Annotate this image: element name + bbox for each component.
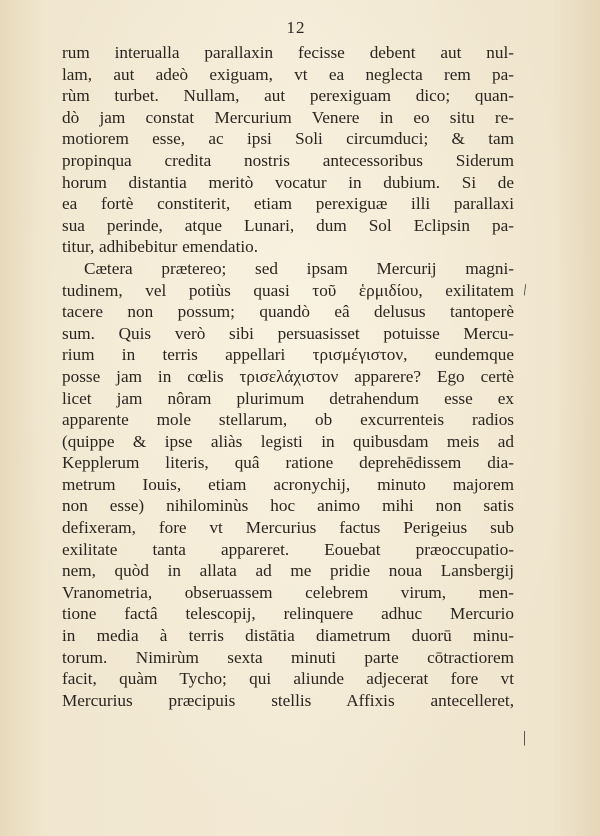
text-line: (quippe & ipse aliàs legisti in quibusdam meis ad [62, 431, 514, 451]
page-number: 12 [286, 18, 306, 37]
text-line: tudinem, vel potiùs quasi τοῦ ἑρμιδίου, exilitatem [62, 280, 514, 300]
text-line: lam, aut adeò exiguam, vt ea neglecta rem pa- [62, 64, 514, 84]
text-line: rum interualla parallaxin fecisse debent aut nul- [62, 43, 514, 62]
text-line: rùm turbet. Nullam, aut perexiguam dico; quan- [62, 86, 514, 106]
text-line: facit, quàm Tycho; qui aliunde adjecerat fore vt [62, 669, 514, 689]
text-line: motiorem esse, ac ipsi Soli circumduci; & tam [62, 129, 514, 149]
margin-mark: | [523, 729, 527, 746]
text-line: Mercurius præcipuis stellis Affixis antecelleret, [62, 690, 514, 710]
text-line: ea fortè constiterit, etiam perexiguæ illi parallaxi [62, 194, 514, 214]
text-line: exilitate tanta appareret. Eouebat præoccupatio- [62, 539, 514, 559]
text-line: torum. Nimirùm sexta minuti parte cōtractiorem [62, 647, 514, 667]
text-line: in media à terris distātia diametrum duorū minu- [62, 626, 514, 646]
text-line: defixeram, fore vt Mercurius factus Perigeius sub [62, 518, 514, 538]
text-line: rium in terris appellari τρισμέγιστον, eundemque [62, 345, 514, 365]
text-line: Vranometria, obseruassem celebrem virum, men- [62, 582, 514, 602]
text-line: horum distantia meritò vocatur in dubium. Si de [62, 172, 514, 192]
text-line: nem, quòd in allata ad me pridie noua Lansbergij [62, 561, 514, 581]
text-line: propinqua credita nostris antecessoribus Siderum [62, 150, 514, 170]
margin-mark: / [521, 281, 530, 300]
text-line: sua perinde, atque Lunari, dum Sol Eclipsin pa- [62, 215, 514, 235]
text-line: sum. Quis verò sibi persuasisset potuisse Mercu- [62, 323, 514, 343]
text-line: Kepplerum literis, quâ ratione deprehēdissem dia- [62, 453, 514, 473]
text-line: posse jam in cœlis τρισελάχιστον apparere? Ego certè [62, 366, 514, 386]
body-text [62, 42, 514, 711]
text-line: metrum Iouis, etiam acronychij, minuto majorem [62, 474, 514, 494]
text-line: tacere non possum; quandò eâ delusus tantoperè [62, 302, 514, 322]
text-line: titur, adhibebitur emendatio. [62, 237, 259, 257]
text-line: tione factâ telescopij, relinquere adhuc Mercurio [62, 604, 514, 624]
text-line: non esse) nihilominùs hoc animo mihi non satis [62, 496, 514, 516]
text-line: apparente mole stellarum, ob excurrenteis radios [62, 410, 514, 430]
text-line: dò jam constat Mercurium Venere in eo situ re- [62, 107, 514, 127]
paragraph-start-line: Cætera prætereo; sed ipsam Mercurij magni- [84, 258, 514, 278]
text-line: licet jam nôram plurimum detrahendum esse ex [62, 388, 514, 408]
